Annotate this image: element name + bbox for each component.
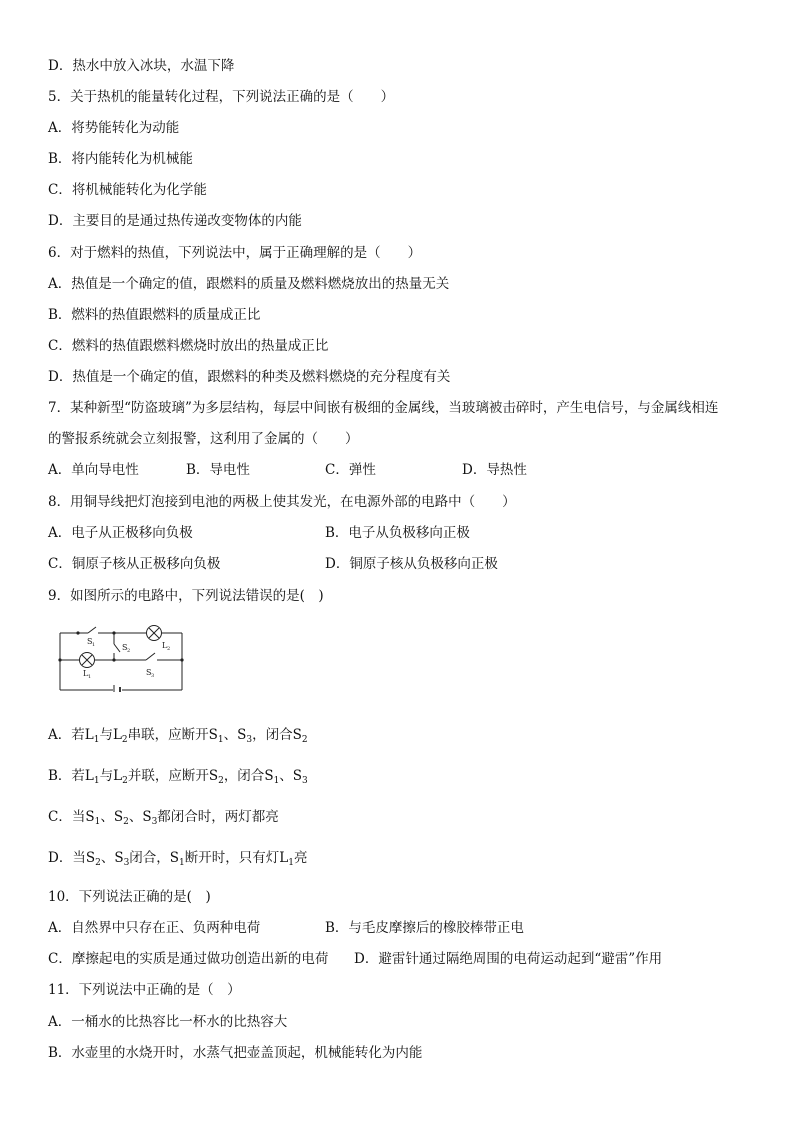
- switch-s3-blade: [146, 653, 155, 660]
- q10-option-d: D．避雷针通过隔绝周围的电荷运动起到“避雷”作用: [354, 951, 663, 967]
- q9-option-c: C．当$S_1$、$S_2$、$S_3$都闭合时，两灯都亮: [48, 809, 279, 827]
- label-s3-sub: 3: [151, 673, 155, 679]
- label-s2: S: [122, 643, 128, 652]
- q11-option-a: A．一桶水的比热容比一杯水的比热容大: [48, 1014, 288, 1030]
- q6-stem: 6．对于燃料的热值，下列说法中，属于正确理解的是（ ）: [48, 245, 422, 261]
- q8-option-a: A．电子从正极移向负极: [48, 525, 193, 541]
- junction-dot: [180, 658, 183, 661]
- q5-stem: 5．关于热机的能量转化过程，下列说法正确的是（ ）: [48, 89, 395, 105]
- q11-stem: 11．下列说法中正确的是（ ）: [48, 982, 241, 998]
- q10-option-c: C．摩擦起电的实质是通过做功创造出新的电荷: [48, 951, 329, 967]
- circuit-diagram: [58, 620, 188, 692]
- label-s1: S: [87, 637, 93, 646]
- q7-stem-line2: 的警报系统就会立刻报警，这利用了金属的（ ）: [48, 431, 359, 447]
- label-l1: L: [83, 669, 89, 678]
- label-l1-sub: 1: [88, 674, 92, 680]
- q4-option-d: D．热水中放入冰块，水温下降: [48, 58, 235, 74]
- q7-option-a: A．单向导电性: [48, 462, 139, 478]
- q10-option-a: A．自然界中只存在正、负两种电荷: [48, 920, 261, 936]
- q5-option-b: B．将内能转化为机械能: [48, 151, 193, 167]
- q10-stem: 10．下列说法正确的是( ): [48, 889, 211, 905]
- q5-option-c: C．将机械能转化为化学能: [48, 182, 207, 198]
- q8-option-d: D．铜原子核从负极移向正极: [325, 556, 498, 572]
- label-s1-sub: 1: [92, 642, 96, 648]
- q8-option-c: C．铜原子核从正极移向负极: [48, 556, 221, 572]
- q7-stem-line1: 7．某种新型“防盗玻璃”为多层结构，每层中间嵌有极细的金属线，当玻璃被击碎时，产生电信号，与金属线相连: [48, 400, 719, 416]
- label-s3: S: [146, 668, 152, 677]
- junction-dot: [112, 631, 115, 634]
- junction-dot: [112, 658, 115, 661]
- q9-option-b: B．若$L_1$与$L_2$并联，应断开$S_2$，闭合$S_1$、$S_3$: [48, 768, 308, 786]
- q7-option-d: D．导热性: [462, 462, 527, 478]
- q9-option-d: D．当$S_2$、$S_3$闭合，$S_1$断开时，只有灯$L_1$亮: [48, 850, 308, 868]
- q9-stem: 9．如图所示的电路中，下列说法错误的是( ): [48, 588, 324, 604]
- q6-option-a: A．热值是一个确定的值，跟燃料的质量及燃料燃烧放出的热量无关: [48, 276, 450, 292]
- label-l2: L: [162, 641, 168, 650]
- label-s2-sub: 2: [127, 648, 131, 654]
- switch-s2-blade: [114, 644, 120, 652]
- q10-option-b: B．与毛皮摩擦后的橡胶棒带正电: [325, 920, 524, 936]
- junction-dot: [58, 658, 61, 661]
- switch-s1-blade: [88, 627, 96, 633]
- q7-option-c: C．弹性: [325, 462, 376, 478]
- q6-option-b: B．燃料的热值跟燃料的质量成正比: [48, 307, 261, 323]
- q9-option-a: A．若$L_1$与$L_2$串联，应断开$S_1$、$S_3$，闭合$S_2$: [48, 727, 308, 745]
- q5-option-a: A．将势能转化为动能: [48, 120, 180, 136]
- q11-option-b: B．水壶里的水烧开时，水蒸气把壶盖顶起，机械能转化为内能: [48, 1045, 423, 1061]
- label-l2-sub: 2: [167, 646, 171, 652]
- q5-option-d: D．主要目的是通过热传递改变物体的内能: [48, 213, 302, 229]
- q8-stem: 8．用铜导线把灯泡接到电池的两极上使其发光，在电源外部的电路中（ ）: [48, 494, 516, 510]
- q6-option-d: D．热值是一个确定的值，跟燃料的种类及燃料燃烧的充分程度有关: [48, 369, 451, 385]
- q8-option-b: B．电子从负极移向正极: [325, 525, 470, 541]
- q6-option-c: C．燃料的热值跟燃料燃烧时放出的热量成正比: [48, 338, 329, 354]
- q7-option-b: B．导电性: [186, 462, 250, 478]
- junction-dot: [76, 631, 79, 634]
